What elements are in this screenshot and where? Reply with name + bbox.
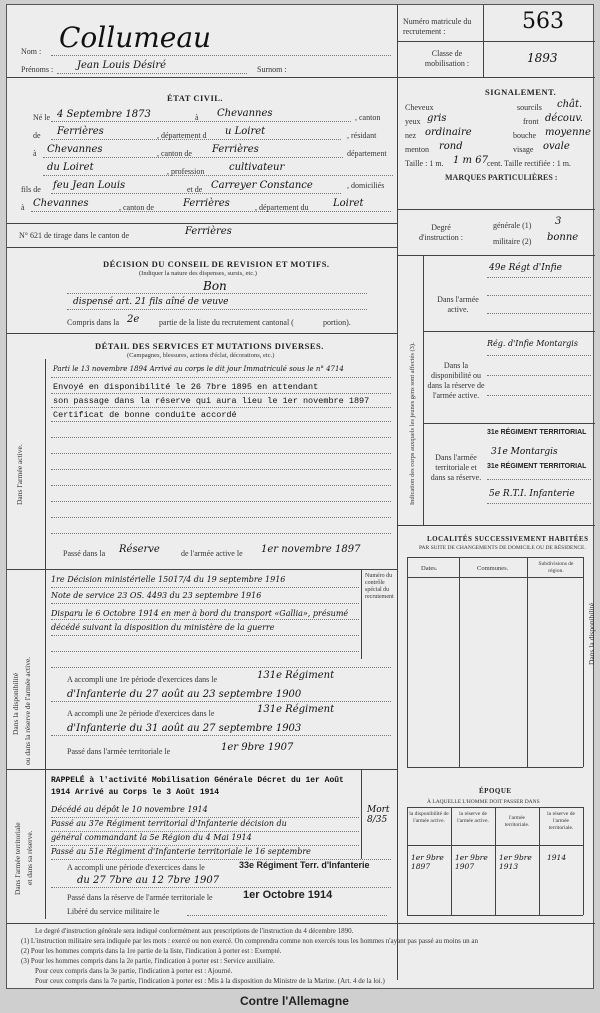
bouche-label: bouche — [513, 131, 537, 140]
epoque-col3: l'armée territoriale. — [504, 815, 530, 828]
nez-label: nez — [405, 131, 417, 140]
periode1-line2: d'Infanterie du 27 août au 23 septembre 1900 — [67, 689, 302, 700]
matricule-value: 563 — [522, 9, 564, 34]
sourcils-label: sourcils — [517, 103, 542, 112]
terr-entry2: Passé au 37e Régiment territorial d'Infanterie décision du — [51, 819, 287, 828]
taille-label: Taille : 1 m. — [405, 159, 444, 168]
terr-periode-line2: du 27 7bre au 12 7bre 1907 — [77, 875, 220, 886]
epoque-val2: 1er 9bre 1907 — [455, 853, 488, 871]
ne-label: Né le — [33, 113, 51, 122]
epoque-col2: la réserve de l'armée active. — [457, 811, 489, 824]
departement2-value: du Loiret — [47, 162, 94, 173]
generale-value: 3 — [555, 216, 562, 227]
a-label: à — [195, 113, 199, 122]
reserve-passe-value: 1er 9bre 1907 — [221, 742, 294, 753]
affect-terr-stamp3: 31e RÉGIMENT TERRITORIAL — [487, 463, 587, 470]
epoque-title: ÉPOQUE — [479, 787, 512, 795]
reserve-side-label1: Dans la disponibilité — [11, 672, 20, 735]
terr-passe-label: Passé dans la réserve de l'armée territoriale le — [67, 893, 213, 902]
residant-label: , résidant — [347, 131, 377, 140]
affect-terr-label: Dans l'armée territoriale et dans sa réserve. — [430, 453, 482, 482]
visage-value: ovale — [543, 141, 570, 152]
militaire-value: bonne — [547, 232, 579, 243]
compris-label: Compris dans la — [67, 318, 119, 327]
footnote-4: Pour ceux compris dans la 3e partie, l'indication à porter est : Ajourné. — [35, 967, 233, 975]
taille-rect-label: cent. Taille rectifiée : 1 m. — [487, 159, 571, 168]
terr-side-note: Mort 8/35 — [367, 805, 390, 825]
footnote-5: Pour ceux compris dans la 7e partie, l'indication à porter est : Mis à la disposition du Ministre de la Marine. (Art. 4 de la loi.) — [35, 977, 385, 985]
epoque-val1: 1er 9bre 1897 — [411, 853, 444, 871]
etat-civil-title: ÉTAT CIVIL. — [167, 93, 224, 103]
affect-dispo-value: Rég. d'Infie Montargis — [487, 339, 578, 348]
services-side-label: Dans l'armée active. — [15, 444, 24, 505]
services-entry2: Envoyé en disponibilité le 26 7bre 1895 en attendant — [53, 382, 319, 392]
nom-label: Nom : — [21, 47, 42, 56]
affect-active-value: 49e Régt d'Infie — [489, 263, 562, 273]
bouche-value: moyenne — [545, 127, 591, 138]
de-value: Ferrières — [57, 126, 104, 137]
tirage-value: Ferrières — [185, 226, 232, 237]
bottom-stamp: Contre l'Allemagne — [240, 994, 349, 1008]
a-value: Chevannes — [217, 108, 273, 119]
footnote-3: (3) Pour les hommes compris dans la 2e partie, l'indication à porter est : Service auxiliaire. — [21, 957, 275, 965]
domicile-value: Chevannes — [33, 198, 89, 209]
tirage-label: N° 621 de tirage dans le canton de — [19, 231, 130, 240]
decision-subtitle: (Indiquer la nature des dispenses, sursis, etc.) — [139, 270, 257, 277]
terr-side-label1: Dans l'armée territoriale — [13, 822, 22, 895]
menton-label: menton — [405, 145, 429, 154]
ne-value: 4 Septembre 1873 — [57, 109, 151, 120]
menton-value: rond — [439, 141, 463, 152]
terr-side-label2: et dans sa réserve. — [25, 830, 34, 885]
front-value: découv. — [545, 113, 584, 124]
epoque-val3: 1er 9bre 1913 — [499, 853, 532, 871]
periode1-value: 131e Régiment — [257, 670, 335, 681]
reserve-passe-label: Passé dans l'armée territoriale le — [67, 747, 171, 756]
terr-periode-label: A accompli une période d'exercices dans le — [67, 863, 205, 872]
taille-value: 1 m 67 — [453, 155, 488, 166]
matricule-register-page — [6, 4, 594, 989]
yeux-label: yeux — [405, 117, 421, 126]
terr-entry3: général commandant la 5e Région du 4 Mai 1914 — [51, 833, 252, 842]
departement-label: , département d — [157, 131, 207, 140]
front-label: front — [523, 117, 539, 126]
reserve-entry1: 1re Décision ministérielle 15017/4 du 19 septembre 1916 — [51, 575, 286, 584]
visage-label: visage — [513, 145, 534, 154]
compris-suffix: partie de la liste du recrutement cantonal ( — [159, 318, 294, 327]
pere-value: feu Jean Louis — [53, 180, 126, 191]
epoque-col1: la disponibilité de l'armée active. — [409, 811, 449, 824]
cheveux-label: Cheveux — [405, 103, 434, 112]
classe-label: Classe de mobilisation : — [424, 49, 470, 68]
terr-rappel: RAPPELÉ à l'activité Mobilisation Générale Décret du 1er Août 1914 Arrivé au Corps le 3 Août 1914 — [51, 776, 344, 797]
periode2-line2: d'Infanterie du 31 août au 27 septembre 1903 — [67, 723, 302, 734]
residant-value: Chevannes — [47, 144, 103, 155]
departement3-value: Loiret — [333, 198, 364, 209]
affectations-vertical-label: Indication des corps auxquels les jeunes gens sont affectés (3). — [409, 342, 416, 505]
a3-label: à — [21, 203, 25, 212]
affect-active-label: Dans l'armée active. — [437, 295, 479, 314]
canton-label: , canton — [355, 113, 381, 122]
canton2-value: Ferrières — [212, 144, 259, 155]
decision-line2: dispensé art. 21 fils aîné de veuve — [73, 297, 229, 307]
services-entry4: Certificat de bonne conduite accordé — [53, 410, 237, 420]
nez-value: ordinaire — [425, 127, 472, 138]
services-passe-mid: de l'armée active le — [181, 549, 243, 558]
departement2-label: département — [347, 149, 387, 158]
portion-label: portion). — [323, 318, 351, 327]
militaire-label: militaire (2) — [493, 237, 532, 246]
reserve-side-label2: ou dans la réserve de l'armée active. — [23, 656, 32, 765]
terr-periode-stamp: 33e Régiment Terr. d'Infanterie — [239, 860, 370, 870]
footnote-0: Le degré d'instruction générale sera indiqué conformément aux prescriptions de l'instruction du 4 décembre 1890. — [35, 927, 354, 935]
mere-label: et de — [187, 185, 203, 194]
classe-value: 1893 — [527, 51, 558, 65]
canton3-value: Ferrières — [183, 198, 230, 209]
domicilies-label: , domiciliés — [347, 181, 385, 190]
decision-title: DÉCISION DU CONSEIL DE REVISION ET MOTIFS. — [103, 259, 330, 269]
affect-terr-stamp2: 31e Montargis — [491, 447, 558, 457]
mere-value: Carreyer Constance — [211, 180, 313, 191]
terr-entry4: Passé au 51e Régiment d'Infanterie territoriale le 16 septembre — [51, 847, 311, 856]
services-passe-label: Passé dans la — [63, 549, 106, 558]
affect-terr-stamp4: 5e R.T.I. Infanterie — [489, 489, 575, 499]
departement3-label: , département du — [255, 203, 309, 212]
reserve-entry3: Disparu le 6 Octobre 1914 en mer à bord du transport «Gallia», présumé décédé suivant la disposition du ministère de la guerre — [51, 609, 349, 632]
localites-title: LOCALITÉS SUCCESSIVEMENT HABITÉES — [427, 535, 589, 543]
canton3-label: , canton de — [119, 203, 154, 212]
services-passe-value: Réserve — [119, 544, 160, 555]
terr-entry1: Décédé au dépôt le 10 novembre 1914 — [51, 805, 208, 814]
reserve-control-label: Numéro du contrôle spécial du recrutement — [365, 573, 394, 600]
periode2-label: A accompli une 2e période d'exercices dans le — [67, 709, 215, 718]
localites-subtitle: PAR SUITE DE CHANGEMENTS DE DOMICILE OU DE RÉSIDENCE. — [419, 545, 586, 551]
services-passe-date: 1er novembre 1897 — [261, 544, 361, 555]
footnote-1: (1) L'instruction militaire sera indiquée par les mots : exercé ou non exercé. On comprendra comme non exercés tous les hommes n'ayant pas passé au moins un an — [21, 937, 478, 945]
terr-passe-value: 1er Octobre 1914 — [243, 889, 333, 901]
marques-label: MARQUES PARTICULIÈRES : — [445, 173, 558, 182]
a2-label: à — [33, 149, 37, 158]
epoque-val4: 1914 — [547, 853, 567, 862]
reserve-entry2: Note de service 23 OS. 4493 du 23 septembre 1916 — [51, 591, 262, 600]
signalement-title: SIGNALEMENT. — [485, 87, 557, 97]
periode1-label: A accompli une 1re période d'exercices dans le — [67, 675, 218, 684]
epoque-subtitle: À LAQUELLE L'HOMME DOIT PASSER DANS — [427, 799, 540, 805]
services-entry1: Parti le 13 novembre 1894 Arrivé au corps le dit jour Immatriculé sous le n° 4714 — [53, 365, 344, 373]
generale-label: générale (1) — [493, 221, 532, 230]
profession-value: cultivateur — [229, 162, 285, 173]
localites-col-dates: Dates. — [421, 565, 438, 572]
affect-dispo-label: Dans la disponibilité ou dans la réserve de l'armée active. — [427, 361, 485, 400]
prenoms-label: Prénoms : — [21, 65, 54, 74]
services-subtitle: (Campagnes, blessures, actions d'éclat, décorations, etc.) — [127, 352, 275, 359]
epoque-col4: la réserve de l'armée territoriale. — [547, 811, 575, 831]
surnom-label: Surnom : — [257, 65, 287, 74]
prenoms-value: Jean Louis Désiré — [77, 60, 167, 71]
localites-col-subdivisions: Subdivisions de région. — [538, 561, 574, 574]
services-title: DÉTAIL DES SERVICES ET MUTATIONS DIVERSES. — [95, 341, 324, 351]
departement-value: u Loiret — [225, 126, 266, 137]
localites-col-communes: Communes. — [477, 565, 509, 572]
terr-libere-label: Libéré du service militaire le — [67, 907, 160, 916]
profession-label: , profession — [167, 167, 205, 176]
canton2-label: , canton de — [157, 149, 192, 158]
right-vertical-label: Dans la disponibilité — [587, 602, 596, 665]
de-label: de — [33, 131, 41, 140]
decision-line1: Bon — [203, 279, 227, 293]
fils-label: fils de — [21, 185, 41, 194]
yeux-value: gris — [427, 113, 447, 124]
sourcils-value: chât. — [557, 99, 583, 110]
footnote-2: (2) Pour les hommes compris dans la 1re partie de la liste, l'indication à porter est : Exempté. — [21, 947, 282, 955]
periode2-value: 131e Régiment — [257, 704, 335, 715]
services-entry3: son passage dans la réserve qui aura lieu le 1er novembre 1897 — [53, 396, 370, 406]
compris-value: 2e — [127, 314, 140, 325]
surname: Collumeau — [59, 21, 212, 54]
degre-label: Degré d'instruction : — [419, 223, 463, 242]
affect-terr-stamp1: 31e RÉGIMENT TERRITORIAL — [487, 429, 587, 436]
matricule-label: Numéro matricule du recrutement : — [403, 17, 472, 36]
